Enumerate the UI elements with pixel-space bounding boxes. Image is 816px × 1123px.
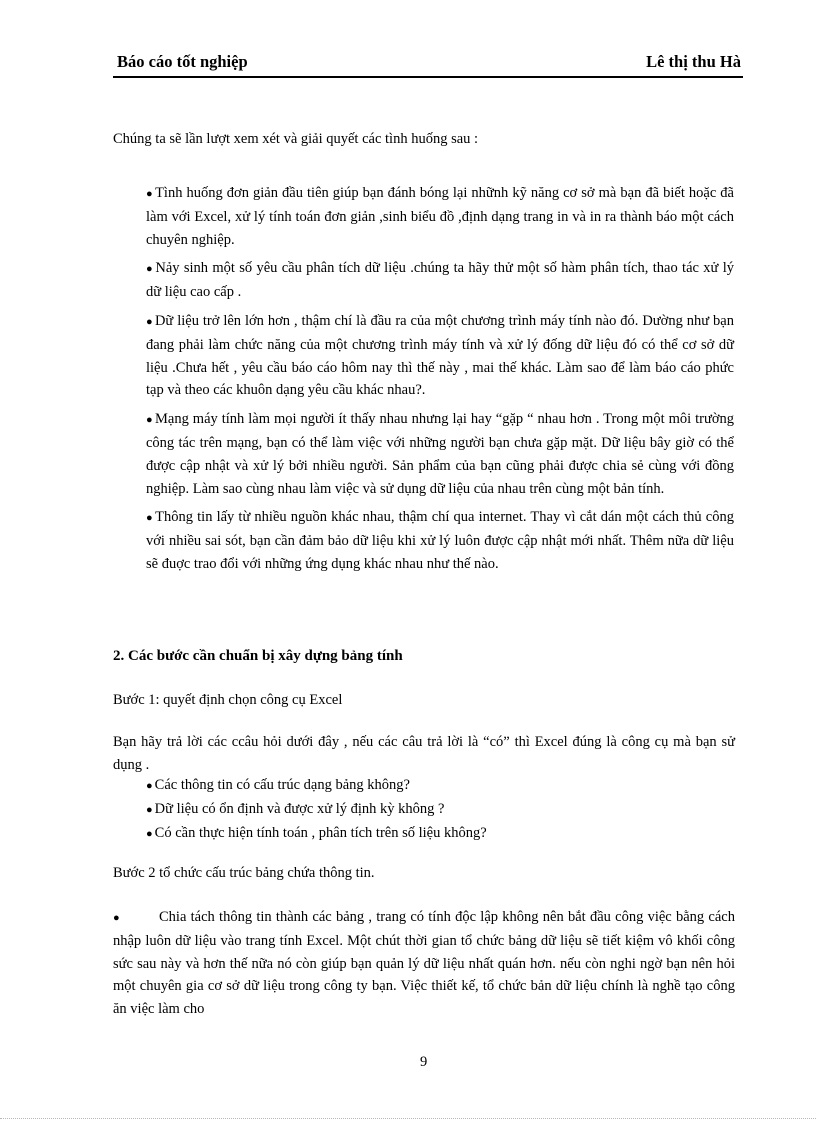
bullet-text: Thông tin lấy từ nhiều nguồn khác nhau, thậm chí qua internet. Thay vì cắt dán một cách thủ công với nhiều sai sót, bạn cần đảm bảo dữ liệu khi xử lý luôn được cập nhật mới nhất. Thêm nữa dữ liệu sẽ đuợc trao đổi với những ứng dụng khác nhau như thế nào. xyxy=(146,509,734,572)
question-text: Các thông tin có cấu trúc dạng bảng không? xyxy=(154,777,410,793)
intro-paragraph: Chúng ta sẽ lần lượt xem xét và giải quyết các tình huống sau : xyxy=(113,131,479,147)
section-heading: 2. Các bước cần chuẩn bị xây dựng bảng tính xyxy=(113,648,403,664)
bullet-text: Nảy sinh một số yêu cầu phân tích dữ liệu .chúng ta hãy thử một số hàm phân tích, thao tác xử lý dữ liệu cao cấp . xyxy=(146,260,734,301)
bullet-icon: ● xyxy=(146,188,154,200)
list-item xyxy=(146,798,736,822)
header-divider xyxy=(113,76,743,78)
list-item xyxy=(146,506,734,575)
question-text: Dữ liệu có ổn định và được xử lý định kỳ không ? xyxy=(154,800,445,817)
bullet-icon: ● xyxy=(146,780,153,792)
page-bottom-divider xyxy=(0,1118,816,1119)
step-2-label: Bước 2 tổ chức cấu trúc bảng chứa thông tin. xyxy=(113,865,375,881)
step-1-label: Bước 1: quyết định chọn công cụ Excel xyxy=(113,692,343,708)
list-item xyxy=(146,822,736,846)
page-number: 9 xyxy=(420,1054,428,1070)
final-paragraph xyxy=(113,906,735,1021)
page-header xyxy=(113,52,743,78)
bullet-icon: ● xyxy=(146,512,154,525)
scenario-bullet-list xyxy=(146,182,734,582)
final-paragraph-text: Chia tách thông tin thành các bảng , trang có tính độc lập không nên bắt đầu công việc bằng cách nhập luôn dữ liệu vào trang tính Excel. Một chút thời gian tổ chức bảng dữ liệu sẽ tiết kiệm vô khối công sức sau này và hơn thế nữa nó còn giúp bạn quản lý dữ liệu nhất quán hơn. nếu còn nghi ngờ bạn nên hỏi một chuyên gia cơ sở dữ liệu trong công ty bạn. Việc thiết kế, tổ chức bản dữ liệu chính là nghề tạo công ăn việc làm cho xyxy=(113,909,735,1018)
bullet-text: Mạng máy tính làm mọi người ít thấy nhau nhưng lại hay “gặp “ nhau hơn . Trong một môi trường công tác trên mạng, bạn có thể làm việc với những người bạn chưa gặp mặt. Dữ liệu bây giờ có thể được cập nhật và xử lý bởi nhiều người. Sản phẩm của bạn cũng phải được chia sẻ cùng với đồng nghiệp. Làm sao cùng nhau làm việc và sử dụng dữ liệu của nhau trên cùng một bản tính. xyxy=(146,411,734,497)
list-item xyxy=(146,257,734,304)
bullet-text: Tình huống đơn giản đầu tiên giúp bạn đánh bóng lại nhữnh kỹ năng cơ sở mà bạn đã biết hoặc đã làm với Excel, xử lý tính toán đơn giản ,sinh biểu đồ ,định dạng trang in và in ra thành báo một cách chuyên nghiệp. xyxy=(146,185,734,248)
list-item xyxy=(146,310,734,402)
question-bullet-list xyxy=(146,774,736,845)
question-text: Có cần thực hiện tính toán , phân tích trên số liệu không? xyxy=(154,824,487,841)
bullet-icon: ● xyxy=(146,827,153,840)
bullet-icon: ● xyxy=(113,912,120,924)
question-paragraph: Bạn hãy trả lời các ccâu hỏi dưới đây , nếu các câu trả lời là “có” thì Excel đúng là công cụ mà bạn sử dụng . xyxy=(113,734,735,773)
bullet-text: Dữ liệu trở lên lớn hơn , thậm chí là đầu ra của một chương trình máy tính nào đó. Dường như bạn đang phải làm chức năng của một chương trình máy tính và xử lý đống dữ liệu đó có thể cơ sở dữ liệu .Chưa hết , yêu cầu báo cáo hôm nay thì thế này , mai thế khác. Làm sao để làm báo cáo phức tạp và theo các khuôn dạng yêu cầu khác nhau?. xyxy=(146,312,734,399)
bullet-icon: ● xyxy=(146,414,153,427)
list-item xyxy=(146,182,734,251)
list-item xyxy=(146,774,736,798)
bullet-icon: ● xyxy=(146,803,153,816)
bullet-icon: ● xyxy=(146,263,154,276)
header-author-name: Lê thị thu Hà xyxy=(646,52,741,71)
list-item xyxy=(146,408,734,500)
header-report-title: Báo cáo tốt nghiệp xyxy=(117,52,248,71)
bullet-icon: ● xyxy=(146,315,153,328)
